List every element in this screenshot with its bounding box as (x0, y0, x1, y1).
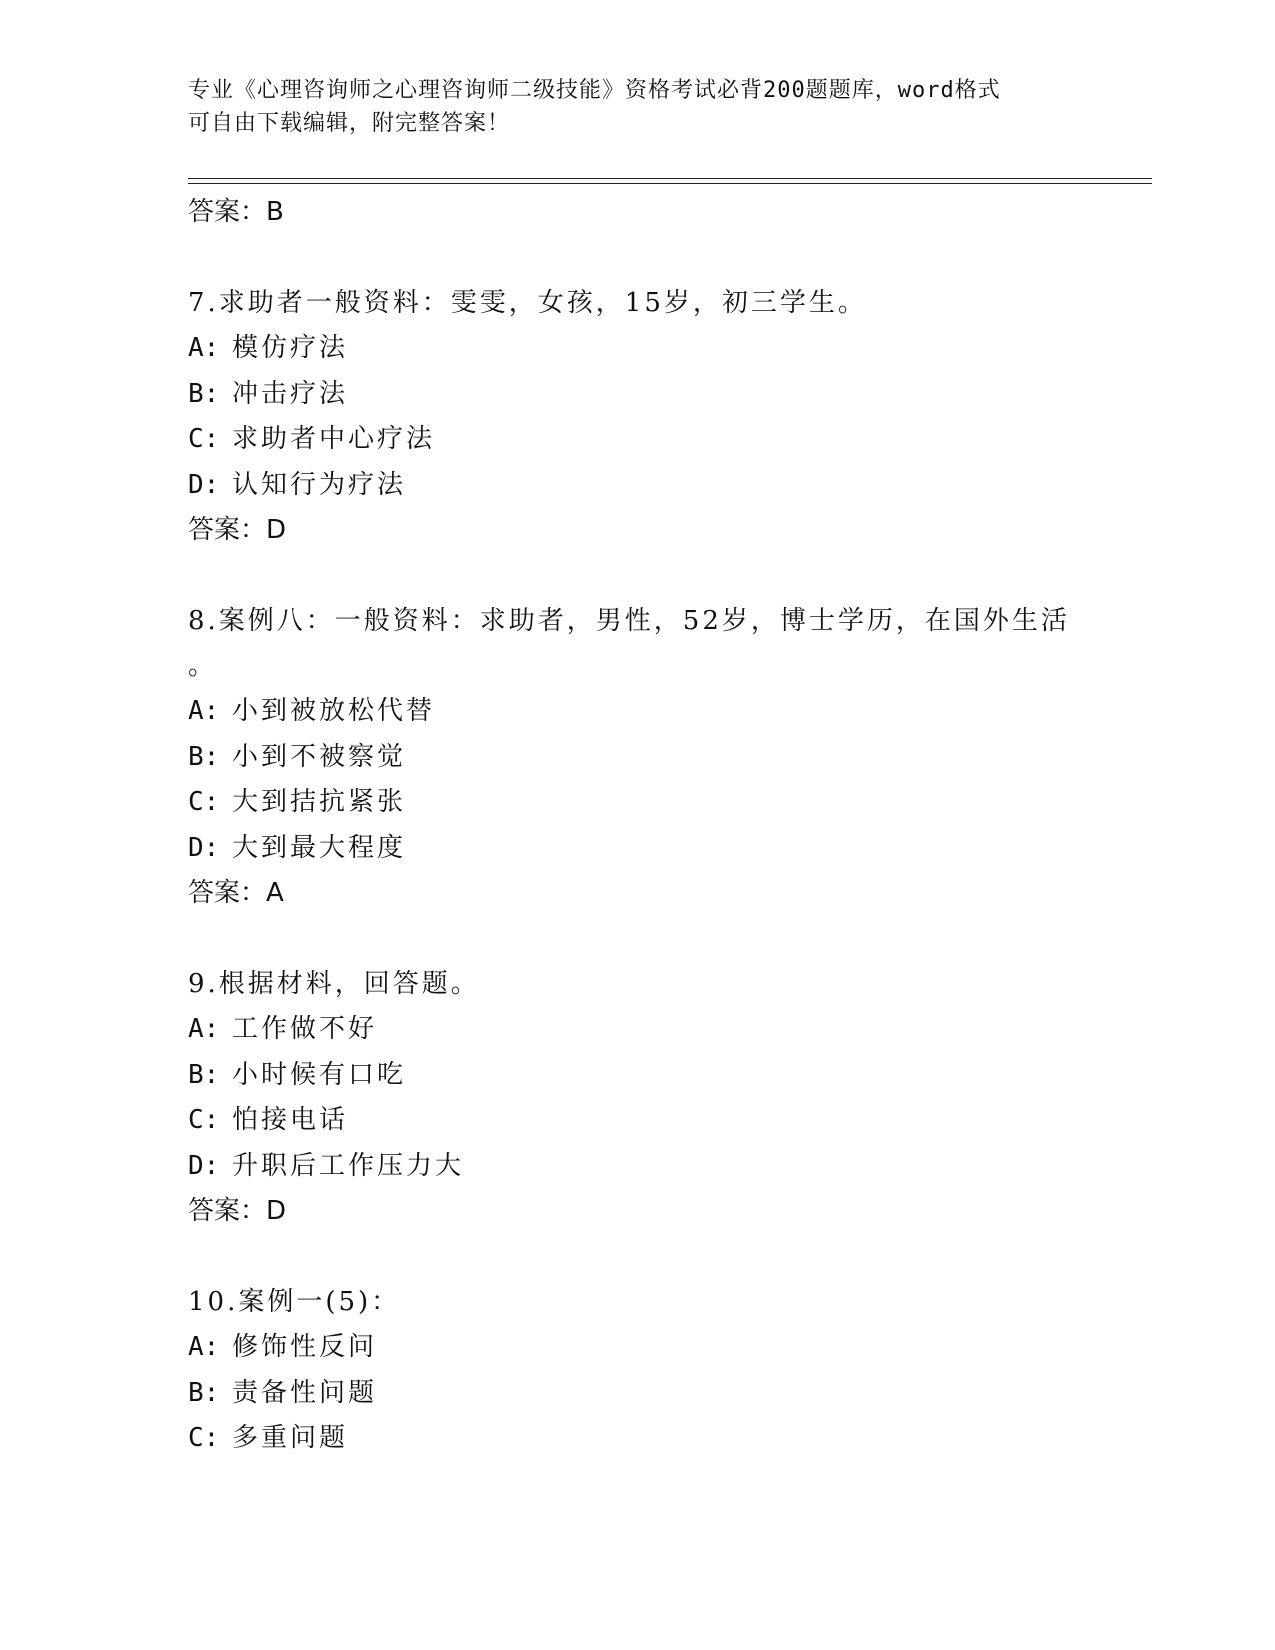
option-c (188, 1416, 1068, 1462)
option-text: 认知行为疗法 (232, 469, 407, 500)
option-key: B: (188, 1377, 220, 1408)
option-text: 大到最大程度 (232, 832, 407, 863)
option-d (188, 826, 1068, 872)
option-key: D: (188, 469, 220, 500)
question-stem: 9.根据材料，回答题。 (188, 969, 480, 999)
option-text: 修饰性反问 (232, 1332, 378, 1362)
option-b (188, 1371, 1068, 1417)
option-d (188, 1144, 1068, 1190)
option-c (188, 1098, 1068, 1144)
question-block (188, 599, 1068, 916)
answer-line: 答案：B (188, 197, 284, 227)
question-stem: 10.案例一(5)： (188, 1287, 401, 1317)
option-key: D: (188, 1150, 220, 1181)
option-c (188, 780, 1068, 826)
spacer (188, 553, 1068, 599)
option-text: 升职后工作压力大 (232, 1150, 465, 1181)
document-header (188, 74, 1068, 140)
option-a (188, 1325, 1068, 1371)
option-key: A: (188, 1014, 220, 1044)
answer-line: 答案：D (188, 1196, 287, 1226)
question-list (188, 190, 1068, 1462)
option-text: 责备性问题 (232, 1377, 378, 1408)
question-stem: 8.案例八：一般资料：求助者，男性，52岁，博士学历，在国外生活 (188, 606, 1070, 636)
option-b (188, 735, 1068, 781)
option-key: C: (188, 424, 220, 454)
option-key: C: (188, 1423, 220, 1453)
option-key: C: (188, 787, 220, 817)
option-text: 求助者中心疗法 (232, 424, 436, 454)
option-text: 怕接电话 (232, 1105, 349, 1135)
option-key: B: (188, 741, 220, 772)
option-text: 小到被放松代替 (232, 696, 436, 726)
answer-line: 答案：D (188, 515, 287, 545)
spacer (188, 916, 1068, 962)
spacer (188, 1234, 1068, 1280)
option-key: C: (188, 1105, 220, 1135)
option-text: 工作做不好 (232, 1014, 378, 1044)
question-block (188, 281, 1068, 553)
option-text: 模仿疗法 (232, 333, 349, 363)
option-key: B: (188, 1059, 220, 1090)
header-divider-top (188, 178, 1152, 179)
option-key: D: (188, 832, 220, 863)
option-a (188, 689, 1068, 735)
option-text: 大到拮抗紧张 (232, 787, 407, 817)
option-key: B: (188, 378, 220, 409)
option-key: A: (188, 333, 220, 363)
option-key: A: (188, 696, 220, 726)
option-text: 冲击疗法 (232, 378, 349, 409)
header-line-2: 可自由下载编辑，附完整答案！ (188, 111, 511, 136)
option-b (188, 372, 1068, 418)
question-stem-continuation: 。 (188, 651, 218, 681)
option-text: 小时候有口吃 (232, 1059, 407, 1090)
question-block (188, 962, 1068, 1234)
option-key: A: (188, 1332, 220, 1362)
option-a (188, 326, 1068, 372)
option-b (188, 1053, 1068, 1099)
option-text: 小到不被察觉 (232, 741, 407, 772)
option-c (188, 417, 1068, 463)
option-text: 多重问题 (232, 1423, 349, 1453)
option-d (188, 463, 1068, 509)
question-stem: 7.求助者一般资料：雯雯，女孩，15岁，初三学生。 (188, 288, 867, 318)
question-block (188, 1280, 1068, 1462)
answer-line: 答案：A (188, 878, 284, 908)
option-a (188, 1007, 1068, 1053)
header-line-1: 专业《心理咨询师之心理咨询师二级技能》资格考试必背200题题库，word格式 (188, 78, 1001, 103)
spacer (188, 235, 1068, 281)
header-divider-bottom (188, 183, 1152, 184)
